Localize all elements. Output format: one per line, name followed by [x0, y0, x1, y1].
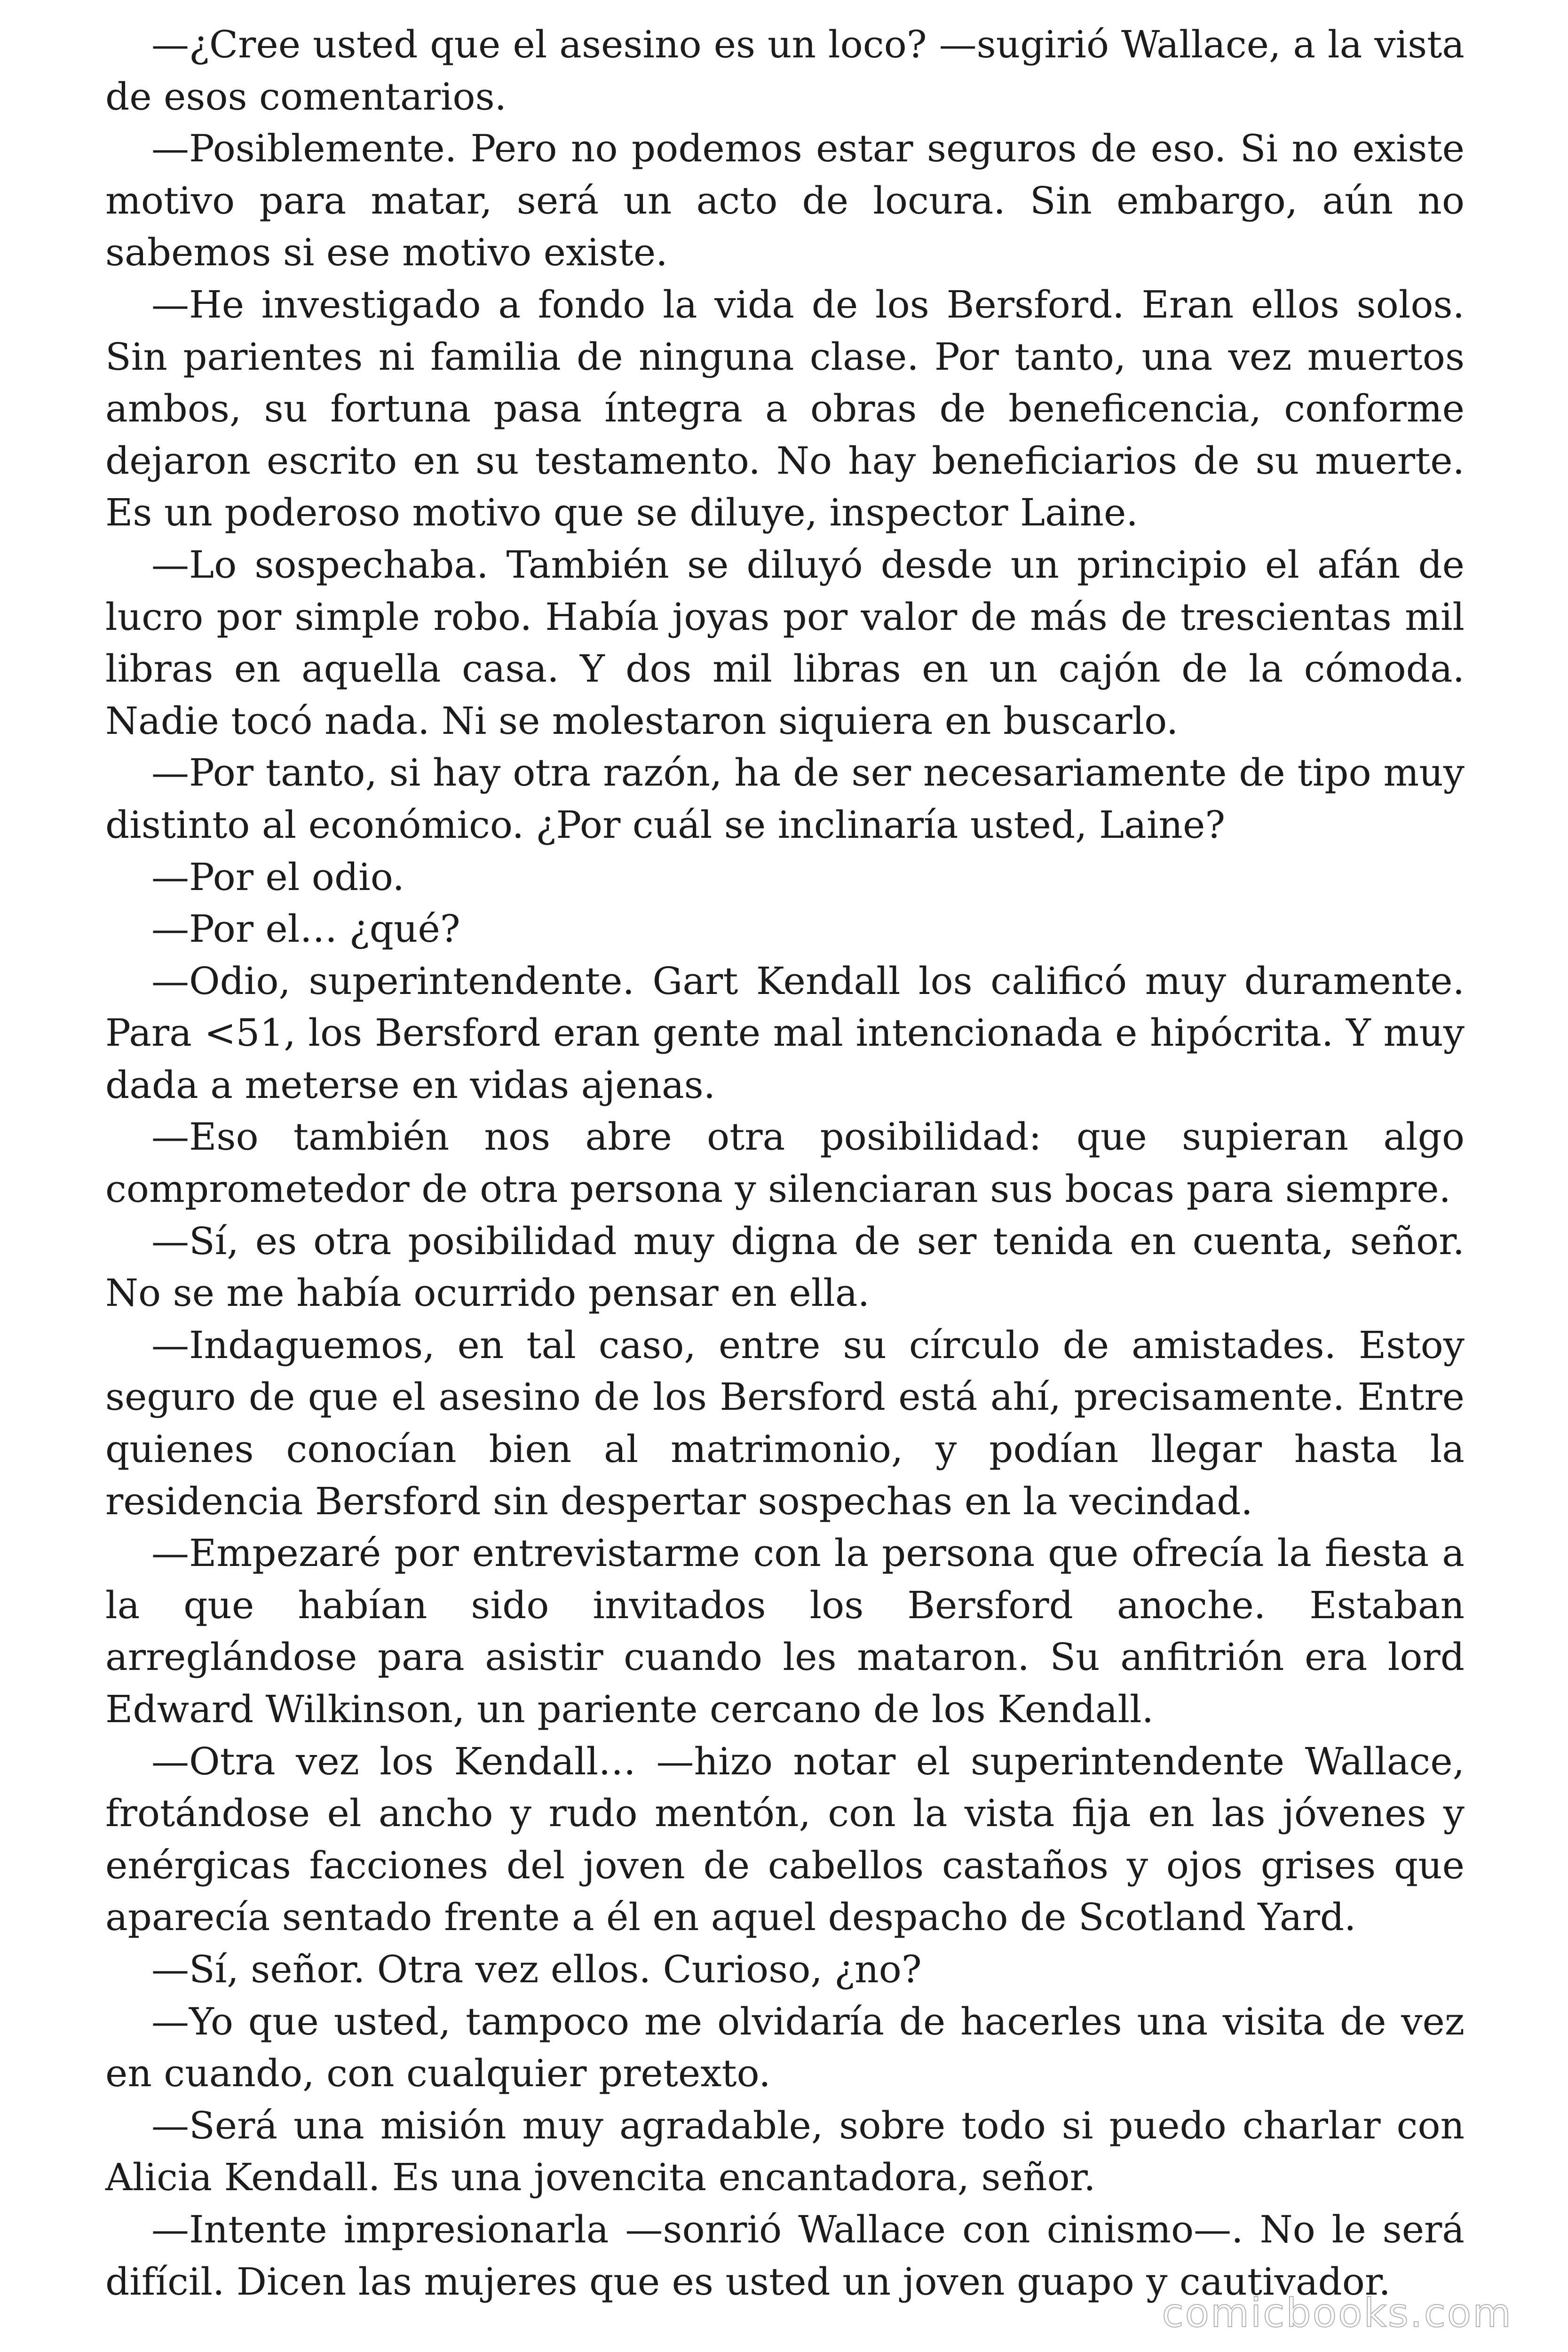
paragraph: —Intente impresionarla —sonrió Wallace con cinismo—. No le será difícil. Dicen las mujeres que es usted un joven guapo y cautivador. — [105, 2207, 1465, 2304]
paragraph: —Otra vez los Kendall… —hizo notar el superintendente Wallace, frotándose el ancho y rudo mentón, con la vista fija en las jóvenes y enérgicas facciones del joven de cabellos castaños y ojos grises que aparecía sentado frente a él en aquel despacho de Scotland Yard. — [105, 1739, 1465, 1939]
paragraph: —¿Cree usted que el asesino es un loco? —sugirió Wallace, a la vista de esos comentarios. — [105, 23, 1465, 119]
page-body — [105, 19, 1465, 2308]
paragraph: —Por tanto, si hay otra razón, ha de ser necesariamente de tipo muy distinto al económico. ¿Por cuál se inclinaría usted, Laine? — [105, 751, 1465, 847]
paragraph: —Posiblemente. Pero no podemos estar seguros de eso. Si no existe motivo para matar, será un acto de locura. Sin embargo, aún no sabemos si ese motivo existe. — [105, 127, 1465, 275]
paragraph: —Indaguemos, en tal caso, entre su círculo de amistades. Estoy seguro de que el asesino de los Bersford está ahí, precisamente. Entre quienes conocían bien al matrimonio, y podían llegar hasta la residencia Bersford sin despertar sospechas en la vecindad. — [105, 1323, 1465, 1523]
paragraph: —Yo que usted, tampoco me olvidaría de hacerles una visita de vez en cuando, con cualquier pretexto. — [105, 1999, 1465, 2096]
paragraph: —Será una misión muy agradable, sobre todo si puedo charlar con Alicia Kendall. Es una jovencita encantadora, señor. — [105, 2103, 1465, 2200]
paragraph: —Empezaré por entrevistarme con la persona que ofrecía la fiesta a la que habían sido invitados los Bersford anoche. Estaban arreglándose para asistir cuando les mataron. Su anfitrión era lord Edward Wilkinson, un pariente cercano de los Kendall. — [105, 1531, 1465, 1731]
paragraph: —Lo sospechaba. También se diluyó desde un principio el afán de lucro por simple robo. Había joyas por valor de más de trescientas mil libras en aquella casa. Y dos mil libras en un cajón de la cómoda. Nadie tocó nada. Ni se molestaron siquiera en buscarlo. — [105, 542, 1465, 743]
paragraph: —Por el… ¿qué? — [151, 907, 460, 951]
paragraph: —He investigado a fondo la vida de los Bersford. Eran ellos solos. Sin parientes ni familia de ninguna clase. Por tanto, una vez muertos ambos, su fortuna pasa íntegra a obras de beneficencia, conforme dejaron escrito en su testamento. No hay beneficiarios de su muerte. Es un poderoso motivo que se diluye, inspector Laine. — [105, 282, 1465, 535]
paragraph: —Sí, señor. Otra vez ellos. Curioso, ¿no? — [151, 1947, 922, 1991]
paragraph: —Odio, superintendente. Gart Kendall los calificó muy duramente. Para <51, los Bersford eran gente mal intencionada e hipócrita. Y muy dada a meterse en vidas ajenas. — [105, 959, 1465, 1107]
paragraph: —Sí, es otra posibilidad muy digna de ser tenida en cuenta, señor. No se me había ocurrido pensar en ella. — [105, 1219, 1465, 1315]
watermark: comicbooks.com — [1162, 2290, 1513, 2336]
paragraph: —Por el odio. — [151, 855, 404, 899]
paragraph: —Eso también nos abre otra posibilidad: que supieran algo comprometedor de otra persona y silenciaran sus bocas para siempre. — [105, 1115, 1465, 1211]
